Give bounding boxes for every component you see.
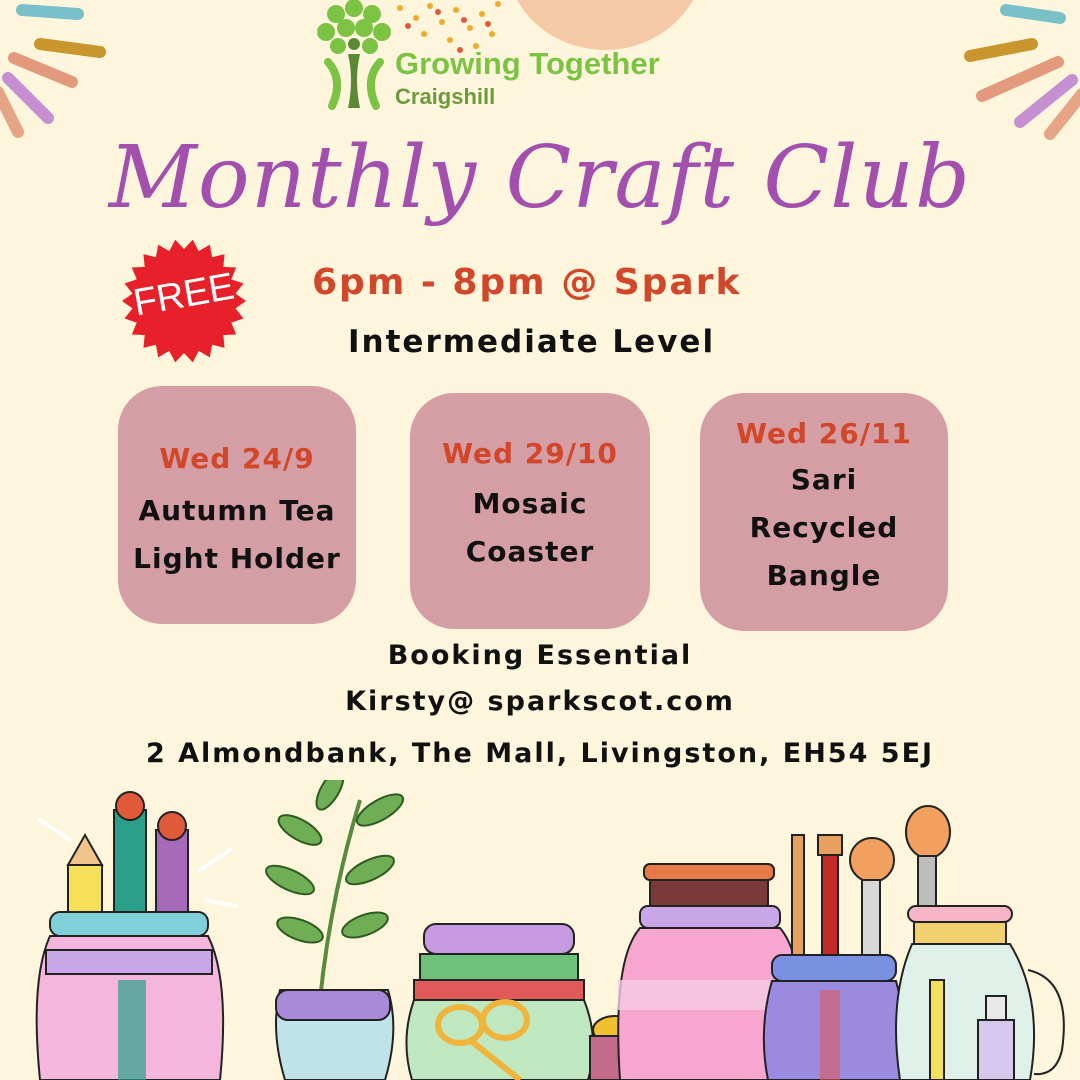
contact-email[interactable]: Kirsty@ sparkscot.com: [345, 686, 735, 717]
scissors-jar-icon: [406, 924, 593, 1080]
logo-name: Growing Together: [395, 46, 660, 81]
free-badge-label: FREE: [130, 265, 238, 325]
page-title: Monthly Craft Club: [108, 128, 972, 228]
session-card-1: [118, 386, 356, 624]
session-card-3: [700, 393, 948, 631]
craft-jars-illustration: [0, 780, 1080, 1080]
venue-address: 2 Almondbank, The Mall, Livingston, EH54 5EJ: [145, 738, 935, 769]
plant-icon: [262, 780, 407, 1080]
logo-subtitle: Craigshill: [395, 84, 496, 109]
booking-note: Booking Essential: [387, 640, 693, 671]
session-title-line: Light Holder: [133, 542, 341, 575]
session-title-line: Coaster: [465, 535, 595, 568]
event-time: 6pm - 8pm @ Spark: [312, 262, 742, 303]
session-title-line: Recycled: [749, 511, 899, 544]
session-title-line: Bangle: [766, 559, 882, 592]
tree-logo-icon: [308, 0, 398, 112]
skill-level: Intermediate Level: [348, 324, 716, 360]
session-date: Wed 26/11: [736, 417, 912, 450]
session-title-line: Autumn Tea: [138, 494, 336, 527]
jug-icon: [896, 906, 1064, 1080]
session-title-line: Mosaic: [472, 487, 588, 520]
session-card-2: [410, 393, 650, 629]
sun-decoration: [505, 0, 705, 50]
session-title-line: Sari: [790, 463, 858, 496]
session-date: Wed 29/10: [442, 437, 618, 470]
session-date: Wed 24/9: [159, 442, 315, 475]
